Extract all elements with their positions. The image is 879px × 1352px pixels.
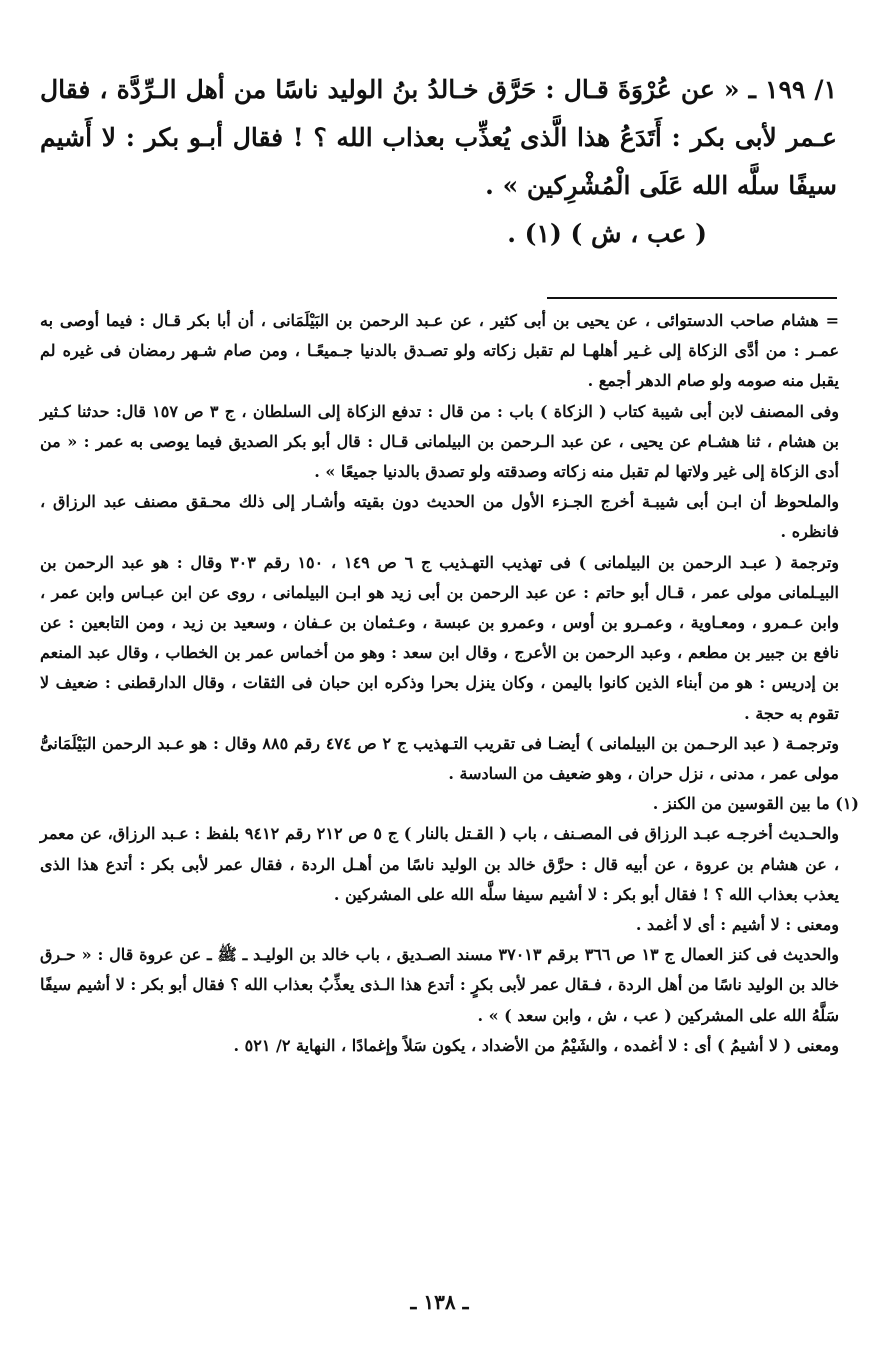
footnotes-block <box>40 306 859 1061</box>
hadith-line: لأبى بكر : أَتَدَعُ هذا الَّذى يُعذِّب بعذاب الله ؟ ! فقال أبـو بكر : لا أَشيم سيفًا سلَّه الله عَلَى <box>40 123 837 200</box>
hadith-text <box>40 66 837 210</box>
hadith-block <box>40 66 837 258</box>
footnote-heading: (١) ما بين القوسين من الكنز . <box>652 794 859 814</box>
note-paragraph: = هشام صاحب الدستوائى ، عن يحيى بن أبى كثير ، عن عـبد الرحمن بن البَيْلَمَانى ، أن أبا بكر قـال : فيما أوصى به عمـر : من أدَّى الزكاة إلى غـير أهلهـا لم تقبل زكاته ولو تصـدق بالدنيا جـميعًـا ، ومن صام شـهر رمضان فى غيره لم يقبل منه صومه ولو صام الدهر أجمع . <box>40 311 839 391</box>
footnote-paragraph: ومعنى ( لا أشيمُ ) أى : لا أغمده ، والشَيْمُ من الأضداد ، يكون سَلاً وإغمادًا ، النهاية ٢/ ٥٢١ . <box>233 1035 839 1055</box>
footnote-paragraph: والحـديث أخرجـه عبـد الرزاق فى المصـنف ، باب ( القـتل بالنار ) ج ٥ ص ٢١٢ رقم ٩٤١٢ بلفظ : عـبد الرزاق، عن معمر ، عن هشام بن عروة ، عن أبيه قال : حرَّق خالد بن الوليد ناسًا من أهـل الردة ، فقال عمر لأبى بكر : أتدع هذا الذى يعذب بعذاب الله ؟ ! فقال أبو بكر : لا أشيم سيفا سلَّه الله على المشركين . <box>40 824 840 904</box>
note-paragraph: وترجمة ( عبـد الرحمن بن البيلمانى ) فى تهذيب التهـذيب ج ٦ ص ١٤٩ ، ١٥٠ رقم ٣٠٣ وقال : هو عبد الرحمن بن البيـلمانى مولى عمر ، قـال أبو حاتم : عن عبد الرحمن بن أبى زيد هو ابـن البيلمانى ، روى عن ابن عبـاس وابن عمر ، وابن عـمرو ، ومعـاوية ، وعمـرو بن أوس ، وعمرو بن عبسة ، وعـثمان بن عـفان ، وسعيد بن زيد ، ومن التابعين : عن نافع بن جبير بن مطعم ، وعبد الرحمن بن الأعرج ، وقال ابن سعد : وهو من أخماس عمر بن الخطاب ، وقال عبد المنعم بن إدريس : هو من أبناء الذين كانوا باليمن ، وكان ينزل بحرا وذكره ابن حبان فى الثقات ، وقال الدارقطنى : ضعيف لا تقوم به حجة . <box>40 552 839 723</box>
footnote-paragraph: ومعنى : لا أشيم : أى لا أغمد . <box>635 915 839 935</box>
footnote-divider <box>547 297 837 299</box>
note-paragraph: والملحوظ أن ابـن أبى شيبـة أخرج الجـزء الأول من الحديث دون بقيته وأشـار إلى ذلك محـقق مصنف عبد الرزاق ، فانظره . <box>40 492 840 542</box>
hadith-line: ١/ ١٩٩ ـ « عن عُرْوَةَ قـال : حَرَّق خـالدُ بنُ الوليد ناسًا من أهل الـرِّدَّة ، فقال عـمر <box>40 75 837 152</box>
note-paragraph: وفى المصنف لابن أبى شيبة كتاب ( الزكاة ) باب : من قال : تدفع الزكاة إلى السلطان ، ج ٣ ص ١٥٧ قال: حدثنا كـثير بن هشام ، ثنا هشـام عن يحيى ، عن عبد الـرحمن بن البيلمانى قـال : قال أبو بكر الصديق فيما يوصى به عمر : « من أدى الزكاة إلى غير ولاتها لم تقبل منه زكاته وصدقته ولو تصدق بالدنيا جميعًا » . <box>40 401 840 482</box>
page-number: ـ ١٣٨ ـ <box>410 1290 469 1314</box>
hadith-line: الْمُشْرِكين » . <box>485 171 631 200</box>
hadith-source: ( عب ، ش ) (١) . <box>507 219 707 248</box>
note-paragraph: وترجمـة ( عبد الرحـمن بن البيلمانى ) أيضـا فى تقريب التـهذيب ج ٢ ص ٤٧٤ رقم ٨٨٥ وقال : هو عـبد الرحمن البَيْلَمَانىُّ مولى عمر ، مدنى ، نزل حران ، وهو ضعيف من السادسة . <box>40 733 840 784</box>
footnote-paragraph: والحديث فى كنز العمال ج ١٣ ص ٣٦٦ برقم ٣٧٠١٣ مسند الصـديق ، باب خالد بن الوليـد ـ ﷺ ـ عن عروة قال : « حـرق خالد بن الوليد ناسًا من أهل الردة ، فـقال عمر لأبى بكرٍ : أتدع هذا الـذى يعذِّبُ بعذاب الله ؟ فقال أبو بكر : لا أشيم سيفًا سَلَّهُ الله على المشركين ( عب ، ش ، وابن سعد ) » . <box>40 945 839 1025</box>
